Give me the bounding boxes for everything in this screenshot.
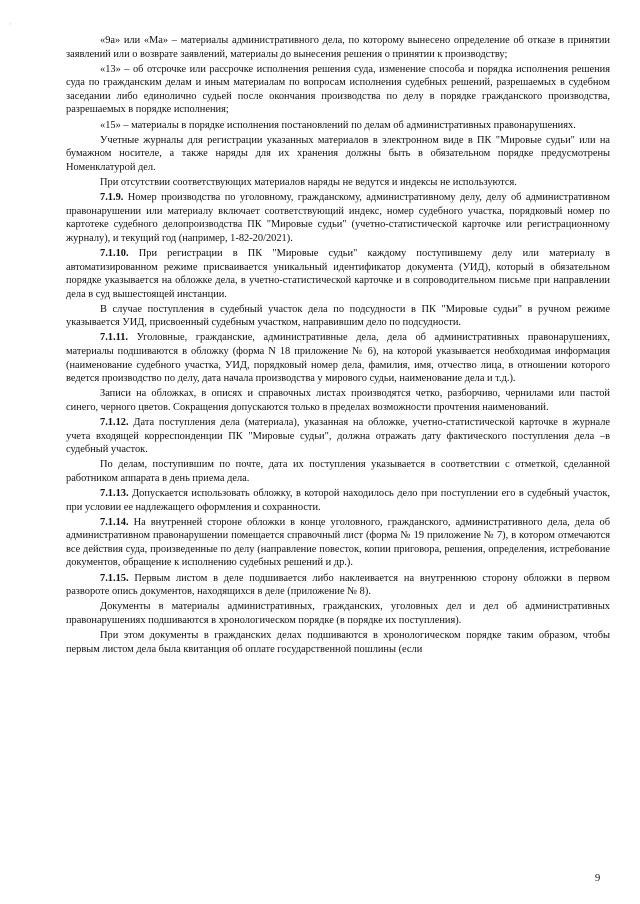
paragraph-text: При регистрации в ПК "Мировые судьи" каждому поступившему делу или материалу в автоматизированном режиме присваивается уникальный идентификатор документа (УИД), который в обязательном порядке указывается на обложке дела, в учетно-статистической карточке и в сопроводительном письме при направлении дела в суд вышестоящей инстанции. (66, 247, 610, 300)
page-number: 9 (595, 873, 601, 884)
paragraph-text: Учетные журналы для регистрации указанных материалов в электронном виде в ПК "Мировые судьи" или на бумажном носителе, а также наряды для их хранения должны быть в обязательном порядке предусмотрены Номенклатурой дел. (66, 134, 610, 173)
section-number: 7.1.11. (100, 332, 129, 344)
paragraph-text: При этом документы в гражданских делах подшиваются в хронологическом порядке таким образом, чтобы первым листом дела была квитанция об оплате государственной пошлины (если (66, 629, 610, 655)
paragraph (66, 629, 610, 656)
section-paragraph (66, 487, 610, 514)
paragraph-text: Дата поступления дела (материала), указанная на обложке, учетно-статистической карточке в журнале учета входящей корреспонденции ПК "Мировые судьи", должна отражать дату фактического поступления дела –в судебный участок. (66, 417, 610, 456)
section-number: 7.1.15. (100, 572, 129, 584)
paragraph (66, 600, 610, 627)
paragraph-text: По делам, поступившим по почте, дата их поступления указывается в соответствии с отметкой, сделанной работником аппарата в день приема дела. (66, 459, 610, 484)
section-paragraph (66, 516, 610, 570)
paragraph-text: Допускается использовать обложку, в которой находилось дело при поступлении его в судебный участок, при условии ее надлежащего оформления и сохранности. (66, 488, 610, 513)
paragraph-text: «15» – материалы в порядке исполнения постановлений по делам об административных правонарушениях. (100, 119, 576, 131)
paragraph (66, 458, 610, 485)
paragraph-text: В случае поступления в судебный участок дела по подсудности в ПК "Мировые судьи" в ручном режиме указывается УИД, присвоенный судебным участком, направившим дело по подсудности. (66, 303, 610, 329)
paragraph-text: Уголовные, гражданские, административные дела, дела об административных правонарушениях, материалы подшиваются в обложку (форма N 18 приложение № 6), на которой указывается необходимая информация (наименование судебного участка, УИД, порядковый номер дела, фамилия, имя, отчество лица, в отношении которого ведется производство по делу, дата начала производства у мирового судьи, наименование дела и т.д.). (66, 332, 610, 385)
paragraph-text: Номер производства по уголовному, гражданскому, административному делу, делу об административном правонарушении или материалу включает соответствующий индекс, номер судебного участка, порядковый номер по картотеке судебного делопроизводства ПК "Мировые судьи" (учетно-статистической карточке или регистрационному журналу), и текущий год (например, 1-82-20/2021). (66, 192, 610, 244)
paragraph-text: «13» – об отсрочке или рассрочке исполнения решения суда, изменение способа и порядка исполнения решения суда по гражданским делам и иным материалам по вопросам исполнения судебных решений, разрешаемых в судебном заседании либо единолично судьей после окончания производства по делу в порядке гражданского производства, разрешаемых в порядке исполнения; (66, 63, 610, 116)
paragraph-text: «9а» или «Ма» – материалы административного дела, по которому вынесено определение об отказе в принятии заявлений или о возврате заявлений, материалы до вынесения решения о принятии к производству; (66, 35, 610, 60)
section-paragraph (66, 247, 610, 301)
paragraph (66, 134, 610, 175)
section-paragraph (66, 416, 610, 457)
paragraph (66, 34, 610, 61)
paragraph-text: На внутренней стороне обложки в конце уголовного, гражданского, административного дела, дела об административном правонарушении помещается справочный лист (форма № 19 приложение № 7), в котором отмечаются все действия суда, произведенные по делу (направление повесток, копии приговора, решения, определения, истребование документов, обращение к исполнению судебных решений и др.). (66, 516, 610, 569)
section-number: 7.1.9. (100, 192, 124, 204)
paragraph-text: Первым листом в деле подшивается либо наклеивается на внутреннюю сторону обложки в первом развороте опись документов, находящихся в деле (приложение № 8). (66, 572, 610, 598)
paragraph (66, 387, 610, 414)
section-number: 7.1.10. (100, 247, 129, 259)
paragraph-text: Документы в материалы административных, гражданских, уголовных дел и дел об административных правонарушениях подшиваются в хронологическом порядке (в порядке их поступления). (66, 601, 610, 626)
section-paragraph (66, 572, 610, 599)
paragraph (66, 176, 610, 190)
paragraph-text: Записи на обложках, в описях и справочных листах производятся четко, разборчиво, чернилами или пастой синего, черного цветов. Сокращения допускаются только в пределах возможности прочтения наименований. (66, 388, 610, 413)
scan-artifact: ˌ (9, 17, 12, 25)
paragraph-text: При отсутствии соответствующих материалов наряды не ведутся и индексы не используются. (100, 176, 517, 188)
section-paragraph (66, 331, 610, 385)
section-number: 7.1.14. (100, 516, 129, 528)
document-body (66, 34, 610, 658)
section-number: 7.1.12. (100, 417, 129, 429)
paragraph (66, 119, 610, 133)
section-paragraph (66, 191, 610, 245)
paragraph (66, 63, 610, 117)
section-number: 7.1.13. (100, 488, 129, 499)
paragraph (66, 303, 610, 330)
